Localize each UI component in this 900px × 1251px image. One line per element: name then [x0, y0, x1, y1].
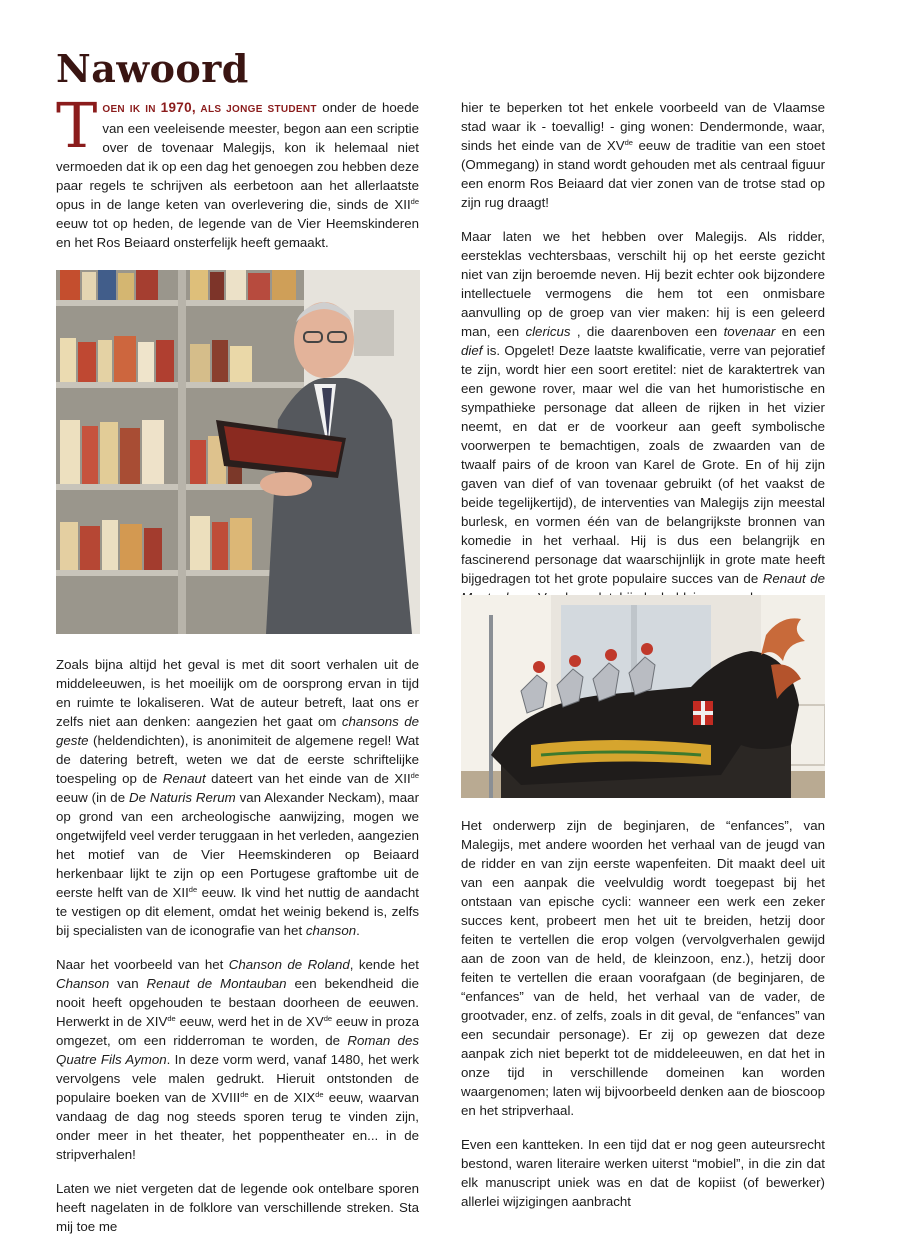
lead-in: OEN IK IN 1970, ALS JONGE STUDENT [102, 100, 317, 115]
left-column [56, 89, 420, 267]
ros-beiaard-photo [461, 595, 825, 798]
paragraph: Laten we niet vergeten dat de legende ook ontelbare sporen heeft nagelaten in de folklore van verschillende streken. Sta mij toe me [56, 1181, 419, 1234]
paragraph: Maar laten we het hebben over Malegijs. Als ridder, eersteklas vechtersbaas, verschilt hij op het eerste gezicht niet van zijn beroemde neven. Hij bezit echter ook bijzondere intellectuele vermogens die hem tot een onmisbare aanvulling op de groep van vier maken: hij is een geleerd man, een clericus , die daarenboven een tovenaar en een dief is. Opgelet! Deze laatste kwalificatie, verre van pejoratief te zijn, wordt hier een soort eretitel: niet de karaktertrek van een gewone rover, maar wel die van het humoristische en sympathieke personage dat alleen de rijken in het vizier neemt, en dat er de voorkeur aan geeft symbolische voorwerpen te bemachtigen, zoals de zwaarden van de twaalf pairs of de kroon van Karel de Grote. En of hij zijn gaven van dief of van tovenaar gebruikt (of het vaakst de beide tegelijkertijd), de interventies van Malegijs zijn meestal burlesk, en vormen één van de belangrijkste bronnen van komedie in het verhaal. Hij is dus een belangrijk en fascinerend personage dat waarschijnlijk in grote mate heeft bijgedragen tot het grote populaire succes van de Renaut de [461, 229, 825, 586]
paragraph: Naar het voorbeeld van het Chanson de Roland, kende het Chanson van Renaut de Montauban een bekendheid die nooit heeft opgehouden te bestaan doorheen de eeuwen. Herwerkt in de XIVde eeuw, werd het in de XVde eeuw in proza omgezet, om een ridderroman te worden, de Roman des Quatre Fils Aymon. In deze vorm werd, vanaf 1480, het werk vervolgens vele malen gedrukt. Hieruit ontstonden de populaire boeken van de XVIIIde en de XIXde eeuw, waarvan vandaag de dag nog steeds sporen terug te vinden zijn, onder meer in het theater, het poppentheater en... in de stripverhalen! [56, 957, 420, 1162]
author-photo [56, 270, 420, 634]
drop-cap: T [56, 89, 98, 162]
paragraph: Even een kantteken. In een tijd dat er nog geen auteursrecht bestond, waren literaire werken uiterst “mobiel”, in die zin dat elk manuscript uniek was en dat de kopiist (of bewerker) allerlei wijzigingen aanbracht [461, 1137, 825, 1209]
paragraph: Het onderwerp zijn de beginjaren, de “enfances”, van Malegijs, met andere woorden het verhaal van de jeugd van de ridder en van zijn eerste wapenfeiten. Dit maakt deel uit van een aanpak die veelvuldig wordt toegepast bij het ontstaan van epische cycli: wanneer een werk een zeker succes kent, probeert men het uit te breiden, hetzij door feiten te vertellen die erop volgen (vervolgverhalen gewijd aan de zoon van de held, de kleinzoon, enz.), hetzij door feiten te vertellen die eraan voorafgaan (de beginjaren, de “enfances” van de held, het verhaal van de vader, de grootvader, enz. of zelfs, zoals in dit geval, de “enfances” van een secundair personage). Er zij op gewezen dat deze aanpak zich niet beperkt tot de middeleeuwen, en dat het in onze tijd in verschillende domeinen kan worden waargenomen; laten wij bijvoorbeeld denken aan de bioscoop en het stripverhaal. [461, 818, 825, 1118]
right-column-lower [461, 816, 825, 1226]
page-title: Nawoord [56, 46, 249, 91]
paragraph: Zoals bijna altijd het geval is met dit soort verhalen uit de middeleeuwen, is het moeilijk om de oorsprong ervan in tijd en ruimte te lokaliseren. Wat de auteur betreft, laat ons er zelfs niet aan denken: aangezien het gaat om chansons de geste (heldendichten), is anonimiteit de algemene regel! Wat de datering betreft, weten we dat de eerste schriftelijke toespeling op de Renaut dateert van het einde van de XIIde eeuw (in de De Naturis Rerum van Alexander Neckam), maar op grond van een archeologische aanwijzing, mogen we ongetwijfeld veel verder teruggaan in het verleden, aangezien het motief van de Vier Heemskinderen op Beiaard herkenbaar lijkt te zijn op een Portugese graftombe uit de eerste helft van de XIIde eeuw. Ik vind het nuttig de aandacht te vestigen op dit element, omdat het weinig bekend is, zelfs bij specialisten van de iconografie van het chanson. [56, 657, 420, 938]
paragraph: hier te beperken tot het enkele voorbeeld van de Vlaamse stad waar ik - toevallig! - ging wonen: Dendermonde, waar, sinds het einde van de XVde eeuw de traditie van een stoet (Ommegang) in stand wordt gehouden met als centraal figuur een enorm Ros Beiaard dat vier zonen van de trotse stad op zijn rug draagt! [461, 100, 826, 210]
left-column-lower [56, 655, 419, 1251]
intro-paragraph: TOEN IK IN 1970, ALS JONGE STUDENT onder de hoede van een veeleisende meester, begon aan een scriptie over de tovenaar Malegijs, kon ik helemaal niet vermoeden dat ik op een dag het genoegen zou hebben deze paar regels te schrijven als eerbetoon aan het allerlaatste opus in de lange keten van overlevering die, sinds de XIIde eeuw tot op heden, de legende van de Vier Heemskinderen en het Ros Beiaard onsterfelijk heeft gemaakt. [56, 89, 420, 250]
